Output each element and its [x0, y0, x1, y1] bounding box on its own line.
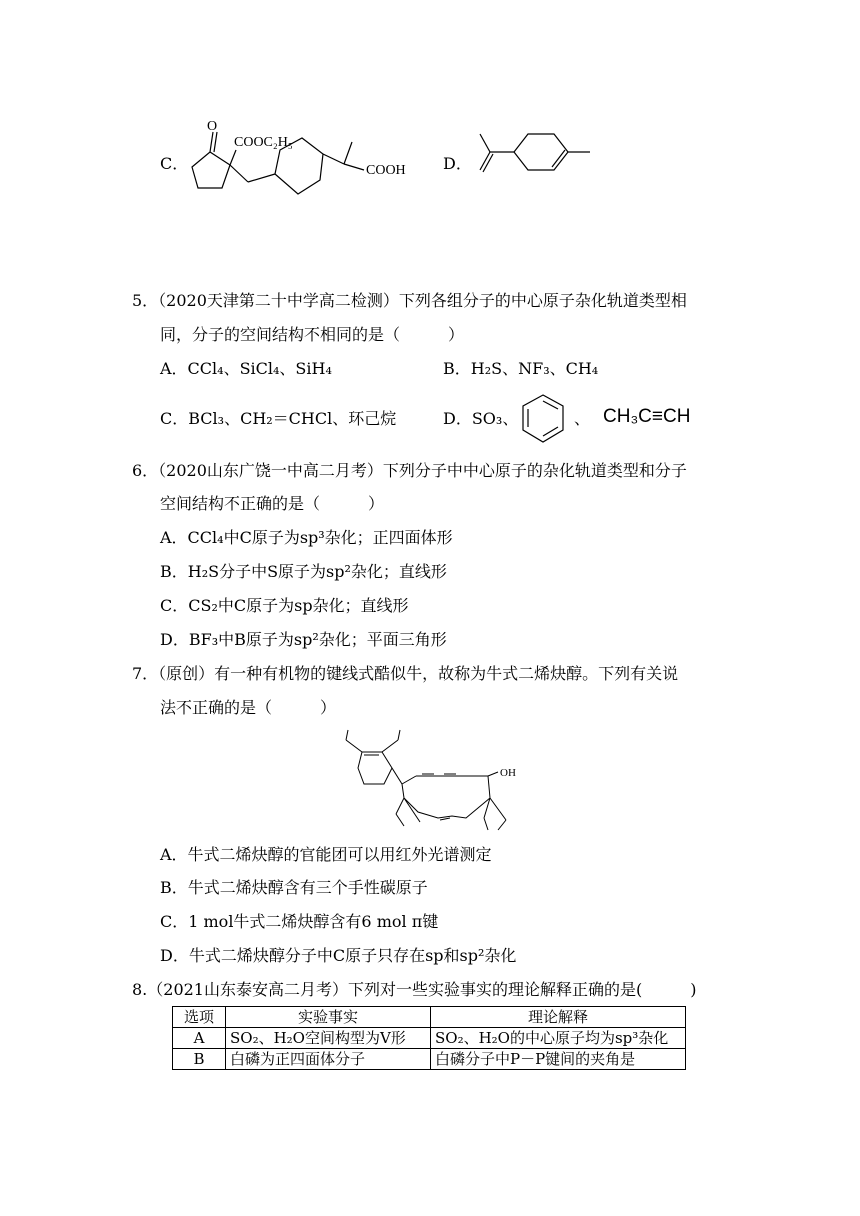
- table-header-cell: 理论解释: [431, 1007, 686, 1028]
- q5-option-d-separator: 、: [574, 409, 591, 428]
- table-header-row: [173, 1007, 686, 1028]
- table-cell-explanation: 白磷分子中P－P键间的夹角是: [431, 1049, 686, 1070]
- q4-option-d-label: D．: [443, 154, 472, 173]
- q5-option-c: C．BCl₃、CH₂＝CHCl、环己烷: [160, 409, 397, 428]
- q6-stem-line1: 6．（2020山东广饶一中高二月考）下列分子中中心原子的杂化轨道类型和分子: [132, 461, 687, 480]
- q4-structure-d: [466, 128, 606, 190]
- table-cell-option: B: [173, 1049, 226, 1070]
- q5-option-d-formula: CH₃C≡CH: [603, 406, 691, 427]
- q8-stem: 8.（2021山东泰安高二月考）下列对一些实验事实的理论解释正确的是( ): [132, 980, 697, 999]
- q5-option-b: B．H₂S、NF₃、CH₄: [443, 359, 599, 378]
- carboxyl-group-label: COOH: [366, 163, 406, 178]
- q7-option-c: C．1 mol牛式二烯炔醇含有6 mol π键: [160, 912, 439, 931]
- q5-option-d-prefix: D．SO₃、: [443, 409, 519, 428]
- q6-stem-line2: 空间结构不正确的是（ ）: [160, 494, 385, 513]
- q7-option-a: A．牛式二烯炔醇的官能团可以用红外光谱测定: [160, 845, 492, 864]
- table-cell-fact: 白磷为正四面体分子: [226, 1049, 431, 1070]
- table-header-cell: 实验事实: [226, 1007, 431, 1028]
- q6-option-b: B．H₂S分子中S原子为sp²杂化；直线形: [160, 562, 447, 581]
- table-cell-fact: SO₂、H₂O空间构型为V形: [226, 1028, 431, 1049]
- table-row: [173, 1028, 686, 1049]
- ester-group-label: COOC₂H₅: [234, 135, 293, 150]
- q4-structure-c: [180, 112, 420, 210]
- q5-stem-line1: 5．（2020天津第二十中学高二检测）下列各组分子的中心原子杂化轨道类型相: [132, 291, 687, 310]
- table-header-cell: 选项: [173, 1007, 226, 1028]
- q8-table: [172, 1006, 686, 1070]
- q4-option-c-label: C．: [160, 154, 189, 173]
- q7-option-d: D．牛式二烯炔醇分子中C原子只存在sp和sp²杂化: [160, 946, 517, 965]
- q5-option-a: A．CCl₄、SiCl₄、SiH₄: [160, 359, 332, 378]
- q7-stem-line1: 7．（原创）有一种有机物的键线式酷似牛，故称为牛式二烯炔醇。下列有关说: [132, 664, 679, 683]
- q7-option-b: B．牛式二烯炔醇含有三个手性碳原子: [160, 878, 428, 897]
- q5-stem-line2: 同，分子的空间结构不相同的是（ ）: [160, 325, 465, 344]
- q7-stem-line2: 法不正确的是（ ）: [160, 698, 337, 717]
- hydroxyl-label: OH: [500, 767, 516, 779]
- q6-option-c: C．CS₂中C原子为sp杂化；直线形: [160, 596, 409, 615]
- q6-option-d: D．BF₃中B原子为sp²杂化；平面三角形: [160, 630, 447, 649]
- table-cell-explanation: SO₂、H₂O的中心原子均为sp³杂化: [431, 1028, 686, 1049]
- table-cell-option: A: [173, 1028, 226, 1049]
- q7-bull-molecule-structure: [338, 726, 528, 836]
- q6-option-a: A．CCl₄中C原子为sp³杂化；正四面体形: [160, 528, 453, 547]
- carbonyl-o-label: O: [207, 119, 218, 134]
- benzene-ring-structure: [518, 392, 568, 446]
- table-row: [173, 1049, 686, 1070]
